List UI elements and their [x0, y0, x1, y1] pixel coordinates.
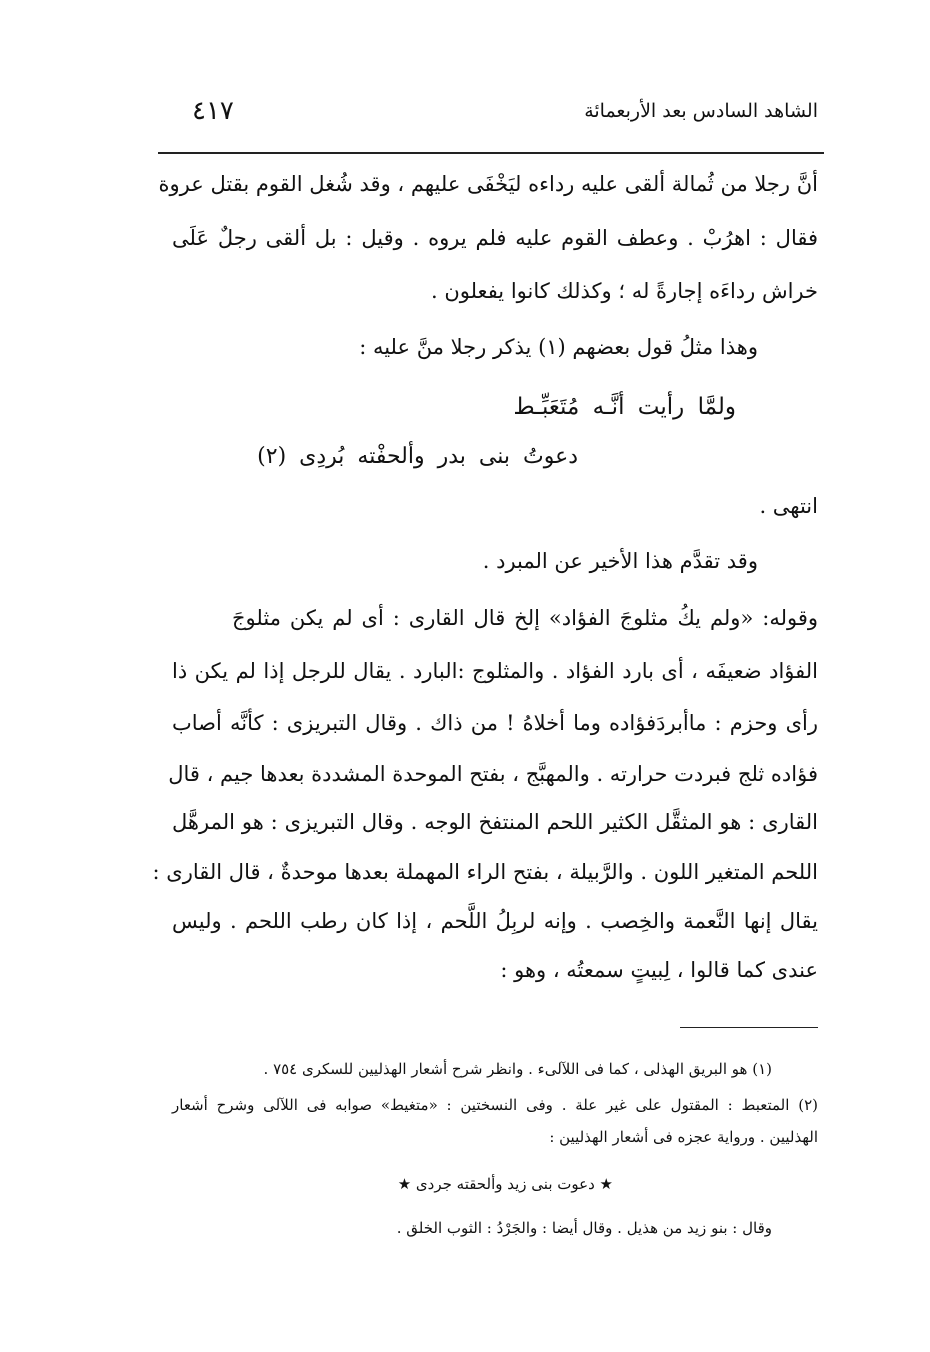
- body-line: يقال إنها النَّعمة والخِصب . وإنه لربِلُ اللَّحم ، إذا كان رطب اللحم . وليس: [172, 909, 818, 933]
- header-rule: [158, 152, 824, 154]
- body-line: فؤاده ثلج فبردت حرارته . والمهبَّج ، بفتح الموحدة المشددة بعدها جيم ، قال: [168, 762, 818, 786]
- footnote-2: (٢) المتعبط : المقتول على غير علة . وفى النسختين : «متغيط» صوابه فى اللآلى وشرح أشعار: [172, 1096, 818, 1114]
- footnote-1: (١) هو البريق الهذلى ، كما فى اللآلىء . وانظر شرح أشعار الهذليين للسكرى ٧٥٤ .: [263, 1060, 772, 1078]
- page-header: [170, 96, 818, 140]
- body-line: وقد تقدَّم هذا الأخير عن المبرد .: [482, 549, 758, 573]
- body-line: أنَّ رجلا من ثُمالة ألقى عليه رداءه ليَخْفَى عليهم ، وقد شُغل القوم بقتل عروة: [158, 172, 818, 196]
- body-line: رأى وحزم : ماأبردَفؤاده وما أخلاهُ ! من ذاك . وقال التبريزى : كأنَّه أصاب: [172, 711, 818, 735]
- verse-hemistich-2: دعوتُ بنى بدر وألحفْته بُردِى (٢): [257, 444, 578, 469]
- running-title: الشاهد السادس بعد الأربعمائة: [584, 100, 818, 122]
- footnote-verse: ★ دعوت بنى زيد وألحقته جردى ★: [397, 1175, 613, 1193]
- body-line: الفؤاد ضعيفَه ، أى بارد الفؤاد . والمثلوج :البارد . يقال للرجل إذا لم يكن ذا: [172, 659, 818, 683]
- body-line: عندى كما قالوا ، لِبيتٍ سمعتُه ، وهو :: [500, 958, 818, 982]
- page-number: ٤١٧: [192, 96, 234, 126]
- footnote-rule: [680, 1027, 818, 1028]
- verse-hemistich-1: ولمَّا رأيت أنَّـه مُتَعَبِّـط: [513, 394, 736, 420]
- body-line: انتهى .: [759, 494, 818, 518]
- footnote-3: وقال : بنو زيد من هذيل . وقال أيضا : والجَرْدُ : الثوب الخلق .: [396, 1219, 772, 1237]
- body-line: القارى : هو المثقَّل الكثير اللحم المنتفخ الوجه . وقال التبريزى : هو المرهَّل: [172, 810, 818, 834]
- body-line: اللحم المتغير اللون . والرَّبيلة ، بفتح الراء المهملة بعدها موحدةٌ ، قال القارى :: [152, 860, 818, 884]
- footnote-2-continuation: الهذليين . ورواية عجزه فى أشعار الهذليين :: [549, 1128, 818, 1146]
- body-line: وهذا مثلُ قول بعضهم (١) يذكر رجلا منَّ عليه :: [359, 335, 758, 359]
- body-line: وقوله: «ولم يكُ مثلوجَ الفؤاد» إلخ قال القارى : أى لم يكن مثلوجَ: [232, 606, 818, 630]
- body-line: فقال : اهرُبْ . وعطف القوم عليه فلم يروه . وقيل : بل ألقى رجلٌ عَلَى: [172, 226, 818, 250]
- body-line: خراش رداءَه إجارةً له ؛ وكذلك كانوا يفعلون .: [430, 279, 818, 303]
